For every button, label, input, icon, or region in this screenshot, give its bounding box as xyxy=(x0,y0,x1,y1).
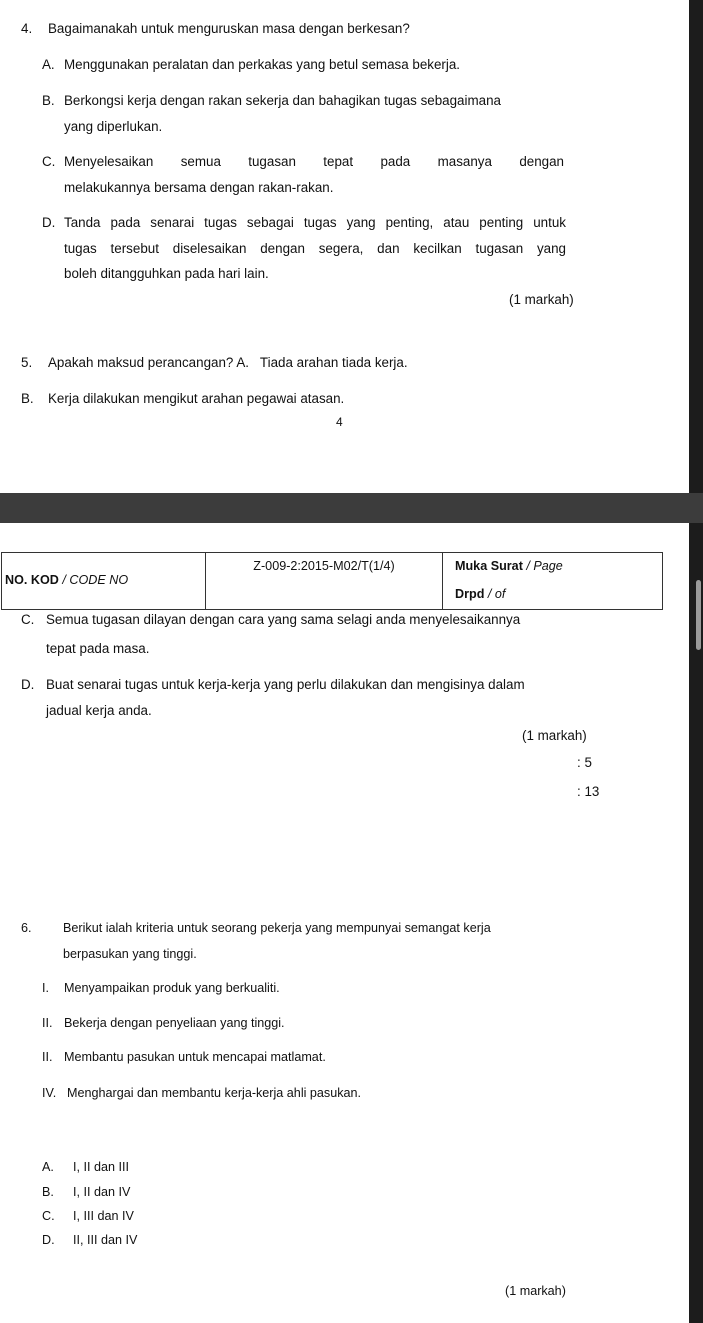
q4-option-a-text: Menggunakan peralatan dan perkakas yang betul semasa bekerja. xyxy=(64,57,461,72)
q4-marks: (1 markah) xyxy=(509,292,574,307)
q4-option-c-line2: melakukannya bersama dengan rakan-rakan. xyxy=(64,180,334,195)
q4-option-b-line2: yang diperlukan. xyxy=(64,119,163,134)
q4-option-d-line1: Tanda pada senarai tugas sebagai tugas yang penting, atau penting untuk xyxy=(64,215,566,230)
page-label-cell xyxy=(443,553,663,582)
of-label-rest: / of xyxy=(484,587,506,602)
choice-letter: C. xyxy=(42,1209,55,1223)
q5-option-d-letter: D. xyxy=(21,677,35,692)
q5-option-c-line1: Semua tugasan dilayan dengan cara yang sama selagi anda menyelesaikannya xyxy=(46,612,521,627)
code-label-bold: NO. KOD xyxy=(5,573,59,588)
choice-text: I, II dan IV xyxy=(73,1185,131,1199)
page-label-rest: / Page xyxy=(522,559,563,574)
choice-text: I, III dan IV xyxy=(73,1209,134,1223)
code-value: Z-009-2:2015-M02/T(1/4) xyxy=(253,559,395,574)
question-4-number: 4. xyxy=(21,21,33,36)
code-label-cell xyxy=(2,553,206,610)
q4-option-c-line1: Menyelesaikan semua tugasan tepat pada masanya dengan xyxy=(64,154,564,169)
page-break-band xyxy=(0,493,703,523)
page-number: 4 xyxy=(336,415,343,429)
q5-option-d-line1: Buat senarai tugas untuk kerja-kerja yang perlu dilakukan dan mengisinya dalam xyxy=(46,677,525,692)
q5-marks: (1 markah) xyxy=(522,728,587,743)
of-label-bold: Drpd xyxy=(455,587,485,602)
of-label-cell xyxy=(443,581,663,610)
choice-text: I, II dan III xyxy=(73,1160,130,1174)
q5-option-b-letter: B. xyxy=(21,391,34,406)
q4-option-a-letter: A. xyxy=(42,57,55,72)
q4-option-c-letter: C. xyxy=(42,154,56,169)
statement-text: Menyampaikan produk yang berkualiti. xyxy=(64,981,280,995)
question-6-line1: Berikut ialah kriteria untuk seorang pekerja yang mempunyai semangat kerja xyxy=(63,921,491,935)
q4-option-d-line3: boleh ditangguhkan pada hari lain. xyxy=(64,266,269,281)
page-value: : 5 xyxy=(577,755,592,770)
q5-option-c-letter: C. xyxy=(21,612,35,627)
statement-numeral: I. xyxy=(42,981,49,995)
q4-option-b-letter: B. xyxy=(42,93,55,108)
q4-option-d-line2: tugas tersebut diselesaikan dengan segera, dan kecilkan tugasan yang xyxy=(64,241,566,256)
question-5-number: 5. xyxy=(21,355,33,370)
choice-letter: B. xyxy=(42,1185,54,1199)
total-pages-value: : 13 xyxy=(577,784,600,799)
statement-numeral: IV. xyxy=(42,1086,57,1100)
question-6-line2: berpasukan yang tinggi. xyxy=(63,947,197,961)
code-value-cell-lower xyxy=(206,581,443,610)
statement-text: Bekerja dengan penyeliaan yang tinggi. xyxy=(64,1016,285,1030)
q4-option-d-letter: D. xyxy=(42,215,56,230)
statement-numeral: II. xyxy=(42,1050,53,1064)
choice-letter: D. xyxy=(42,1233,55,1247)
q5-option-c-line2: tepat pada masa. xyxy=(46,641,150,656)
page-label-bold: Muka Surat xyxy=(455,559,523,574)
question-4-text: Bagaimanakah untuk menguruskan masa dengan berkesan? xyxy=(48,21,410,36)
q5-option-b-text: Kerja dilakukan mengikut arahan pegawai atasan. xyxy=(48,391,345,406)
choice-text: II, III dan IV xyxy=(73,1233,138,1247)
statement-text: Membantu pasukan untuk mencapai matlamat. xyxy=(64,1050,326,1064)
statement-numeral: II. xyxy=(42,1016,53,1030)
scrollbar-track-top[interactable] xyxy=(689,0,703,493)
document-header-table xyxy=(1,552,663,610)
q6-marks: (1 markah) xyxy=(505,1284,566,1298)
q4-option-b-line1: Berkongsi kerja dengan rakan sekerja dan bahagikan tugas sebagaimana xyxy=(64,93,501,108)
question-5-text: Apakah maksud perancangan? A. Tiada arahan tiada kerja. xyxy=(48,355,408,370)
question-6-number: 6. xyxy=(21,921,32,935)
scrollbar-thumb[interactable] xyxy=(696,580,701,650)
choice-letter: A. xyxy=(42,1160,54,1174)
code-label-rest: / CODE NO xyxy=(58,573,129,588)
q5-option-d-line2: jadual kerja anda. xyxy=(46,703,152,718)
code-value-cell xyxy=(206,553,443,582)
statement-text: Menghargai dan membantu kerja-kerja ahli pasukan. xyxy=(67,1086,362,1100)
